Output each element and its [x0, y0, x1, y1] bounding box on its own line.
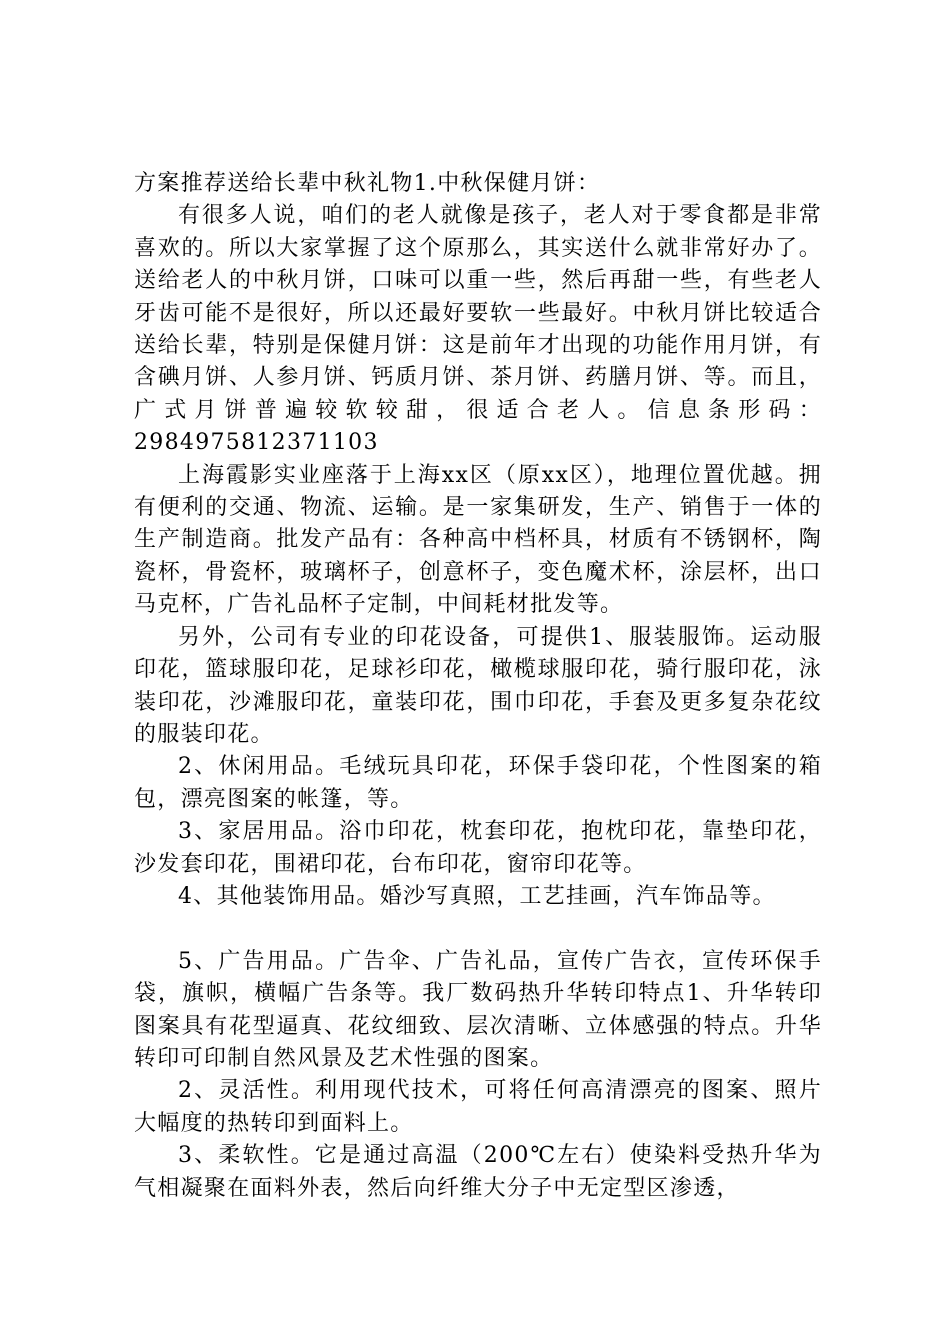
- paragraph-leisure-goods: 2、休闲用品。毛绒玩具印花，环保手袋印花，个性图案的箱包，漂亮图案的帐篷，等。: [134, 754, 822, 812]
- paragraph-advertising-goods: 5、广告用品。广告伞、广告礼品，宣传广告衣，宣传环保手袋，旗帜，横幅广告条等。我厂数码热升华转印特点1、升华转印图案具有花型逼真、花纹细致、层次清晰、立体感强的特点。升华转印可印制自然风景及艺术性强的图案。: [134, 948, 822, 1071]
- paragraph-decor-goods: 4、其他装饰用品。婚沙写真照，工艺挂画，汽车饰品等。: [178, 883, 776, 909]
- document-body: [134, 168, 822, 1205]
- paragraph-mooncake: 有很多人说，咱们的老人就像是孩子，老人对于零食都是非常喜欢的。所以大家掌握了这个原那么，其实送什么就非常好办了。送给老人的中秋月饼，口味可以重一些，然后再甜一些，有些老人牙齿可能不是很好，所以还最好要软一些最好。中秋月饼比较适合送给长辈，特别是保健月饼：这是前年才出现的功能作用月饼，有含碘月饼、人参月饼、钙质月饼、茶月饼、药膳月饼、等。而且，广式月饼普遍较软较甜，很适合老人。信息条形码：2984975812371103: [134, 203, 822, 456]
- document-heading-line: 方案推荐送给长辈中秋礼物1.中秋保健月饼：: [134, 171, 601, 196]
- paragraph-flexibility: 2、灵活性。利用现代技术，可将任何高清漂亮的图案、照片大幅度的热转印到面料上。: [134, 1078, 822, 1136]
- paragraph-softness: 3、柔软性。它是通过高温（200℃左右）使染料受热升华为气相凝聚在面料外表，然后向纤维大分子中无定型区渗透，: [134, 1143, 822, 1201]
- paragraph-printing-apparel: 另外，公司有专业的印花设备，可提供1、服装服饰。运动服印花，篮球服印花，足球衫印花，橄榄球服印花，骑行服印花，泳装印花，沙滩服印花，童装印花，围巾印花，手套及更多复杂花纹的服装印花。: [134, 624, 822, 747]
- paragraph-home-goods: 3、家居用品。浴巾印花，枕套印花，抱枕印花，靠垫印花，沙发套印花，围裙印花，台布印花，窗帘印花等。: [134, 819, 822, 877]
- blank-line: [134, 913, 822, 945]
- paragraph-company-intro: 上海霞影实业座落于上海xx区（原xx区），地理位置优越。拥有便利的交通、物流、运输。是一家集研发，生产、销售于一体的生产制造商。批发产品有：各种高中档杯具，材质有不锈钢杯，陶瓷杯，骨瓷杯，玻璃杯子，创意杯子，变色魔术杯，涂层杯，出口马克杯，广告礼品杯子定制，中间耗材批发等。: [134, 462, 822, 618]
